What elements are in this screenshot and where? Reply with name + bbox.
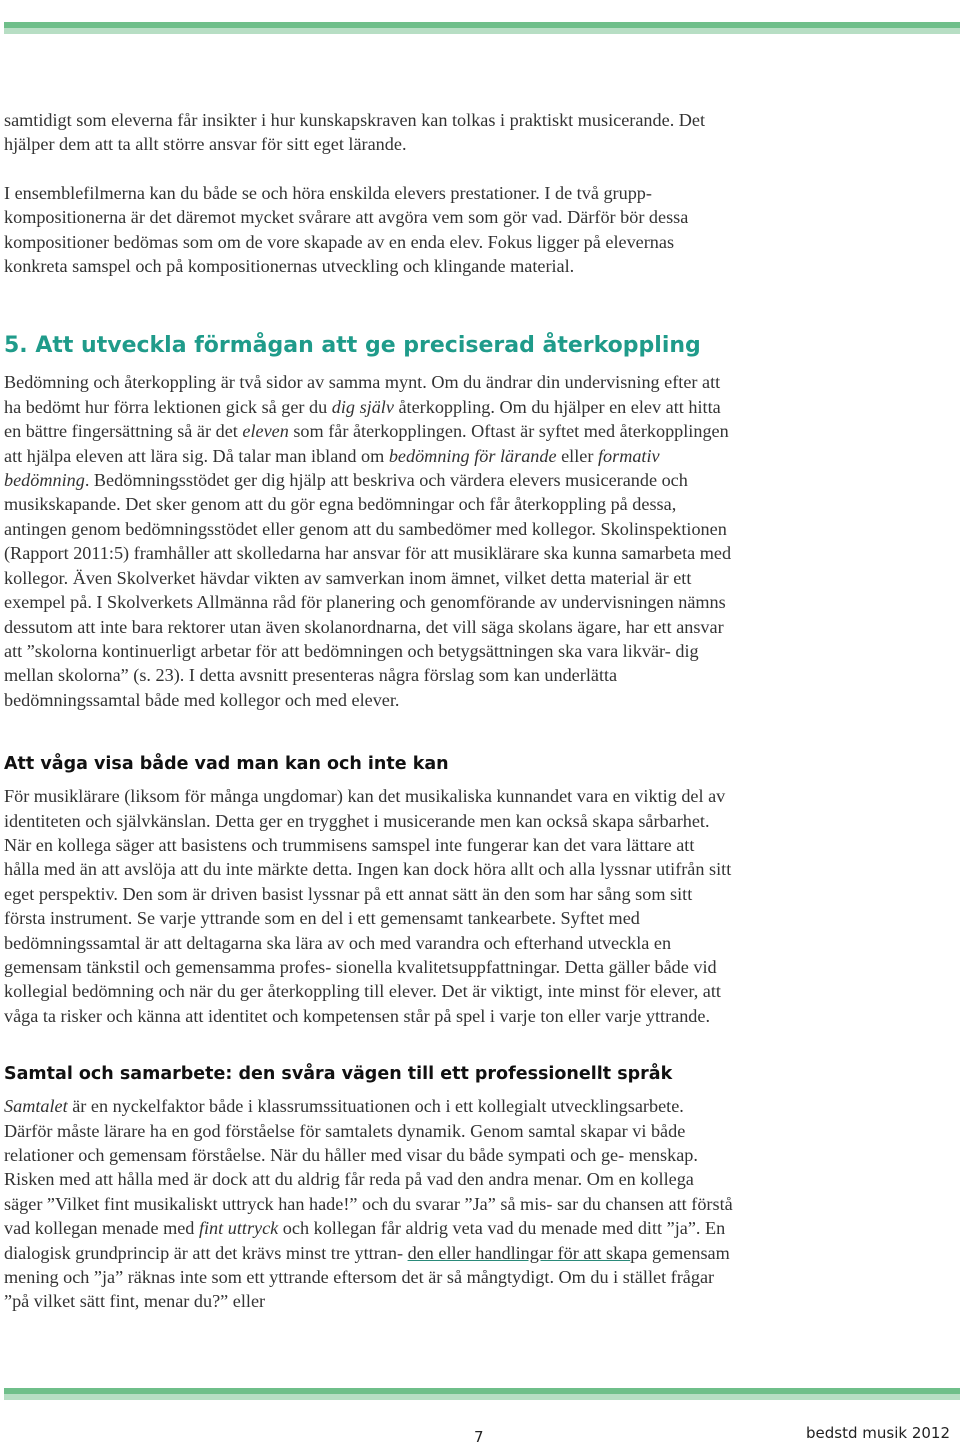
paragraph-ensemble: I ensemblefilmerna kan du både se och höra enskilda elevers prestationer. I de två grupp- kompositionerna är det däremot mycket svårare att avgöra vem som gör vad. Därför bör dessa kompositioner bedömas som om de vore skapade av en enda elev. Fokus ligger på elevernas konkreta samspel och på kompositionernas utveckling och klingande material.	[4, 182, 689, 277]
paragraph-intro: samtidigt som eleverna får insikter i hur kunskapskraven kan tolkas i praktiskt musicerande. Det hjälper dem att ta allt större ansvar för sitt eget lärande.	[4, 110, 706, 155]
section-5-body: Bedömning och återkoppling är två sidor av samma mynt. Om du ändrar din undervisning efter att ha bedömt hur förra lektionen gick så ger du dig själv återkoppling. Om du hjälper en elev att hitta en bättre fingersättning så är det eleven som får återkopplingen. Oftast är syftet med återkopplingen att hjälpa eleven att lära sig. Då talar man ibland om bedömning för lärande eller formativ bedömning. Bedömningsstödet ger dig hjälp att beskriva och värdera elevers musicerande och musikskapande. Det sker genom att du gör egna bedömningar och får återkoppling på dessa, antingen genom bedömningsstödet eller genom att du sambedömer med kollegor. Skolinspektionen (Rapport 2011:5) framhåller att skolledarna har ansvar för att musiklärare ska kunna samarbeta med kollegor. Även Skolverket hävdar vikten av samverkan inom ämnet, vilket detta material är ett exempel på. I Skolverkets Allmänna råd för planering och genomförande av undervisningen nämns dessutom att inte bara rektorer utan även skolanordnarna, det vill säga skolans ägare, har ett ansvar att ”skolorna kontinuerligt arbetar för att bedömningen och betygsättningen ska vara likvär- dig mellan skolorna” (s. 23). I detta avsnitt presenteras några förslag som kan underlätta bedömningssamtal både med kollegor och med elever.	[4, 372, 732, 710]
top-decorative-band	[4, 22, 960, 34]
footer-brand: bedstd musik 2012	[806, 1424, 950, 1442]
heading-vaga-visa: Att våga visa både vad man kan och inte kan	[4, 754, 449, 775]
page-number: 7	[474, 1428, 484, 1446]
heading-samtal-samarbete: Samtal och samarbete: den svåra vägen till ett professionellt språk	[4, 1064, 673, 1085]
paragraph-vaga-visa: För musiklärare (liksom för många ungdomar) kan det musikaliska kunnandet vara en viktig del av identiteten och självkänslan. Detta ger en trygghet i musicerande men kan också skapa sårbarhet. När en kollega säger att basistens och trummisens samspel inte fungerar kan det vara lättare att hålla med än att avslöja att du inte märkte detta. Ingen kan dock höra allt och alla lyssnar utifrån sitt eget perspektiv. Den som är driven basist lyssnar på ett annat sätt än den som har sång som sitt första instrument. Se varje yttrande som en del i ett gemensamt tankearbete. Syftet med bedömningssamtal är att deltagarna ska lära av och med varandra och efterhand utveckla en gemensam tänkstil och gemensamma profes- sionella kvalitetsuppfattningar. Detta gäller både vid kollegial bedömning och när du ger återkoppling till elever. Det är viktigt, inte minst för elever, att våga ta risker och känna att identitet och kompetensen står på spel i varje ton eller varje yttrande.	[4, 786, 732, 1026]
bottom-decorative-band	[4, 1388, 960, 1400]
paragraph-samtal: Samtalet är en nyckelfaktor både i klassrumssituationen och i ett kollegialt utvecklingsarbete. Därför måste lärare ha en god förståelse för samtalets dynamik. Genom samtal skapar vi både relationer och gemensam förståelse. När du håller med visar du både sympati och ge- menskap. Risken med att hålla med är dock att du aldrig får reda på vad den andra menar. Om en kollega säger ”Vilket fint musikaliskt uttryck han hade!” och du svarar ”Ja” så mis- sar du chansen att förstå vad kollegan menade med fint uttryck och kollegan får aldrig veta vad du menade med ditt ”ja”. En dialogisk grundprincip är att det krävs minst tre yttran- den eller handlingar för att skapa gemensam mening och ”ja” räknas inte som ett yttrande eftersom det är så mångtydigt. Om du i stället frågar ”på vilket sätt fint, menar du?” eller	[4, 1096, 733, 1312]
page-content	[4, 108, 734, 1314]
underlined-text: den eller handlingar för att ska	[407, 1242, 631, 1263]
section-5-heading: 5. Att utveckla förmågan att ge preciserad återkoppling	[4, 333, 701, 359]
